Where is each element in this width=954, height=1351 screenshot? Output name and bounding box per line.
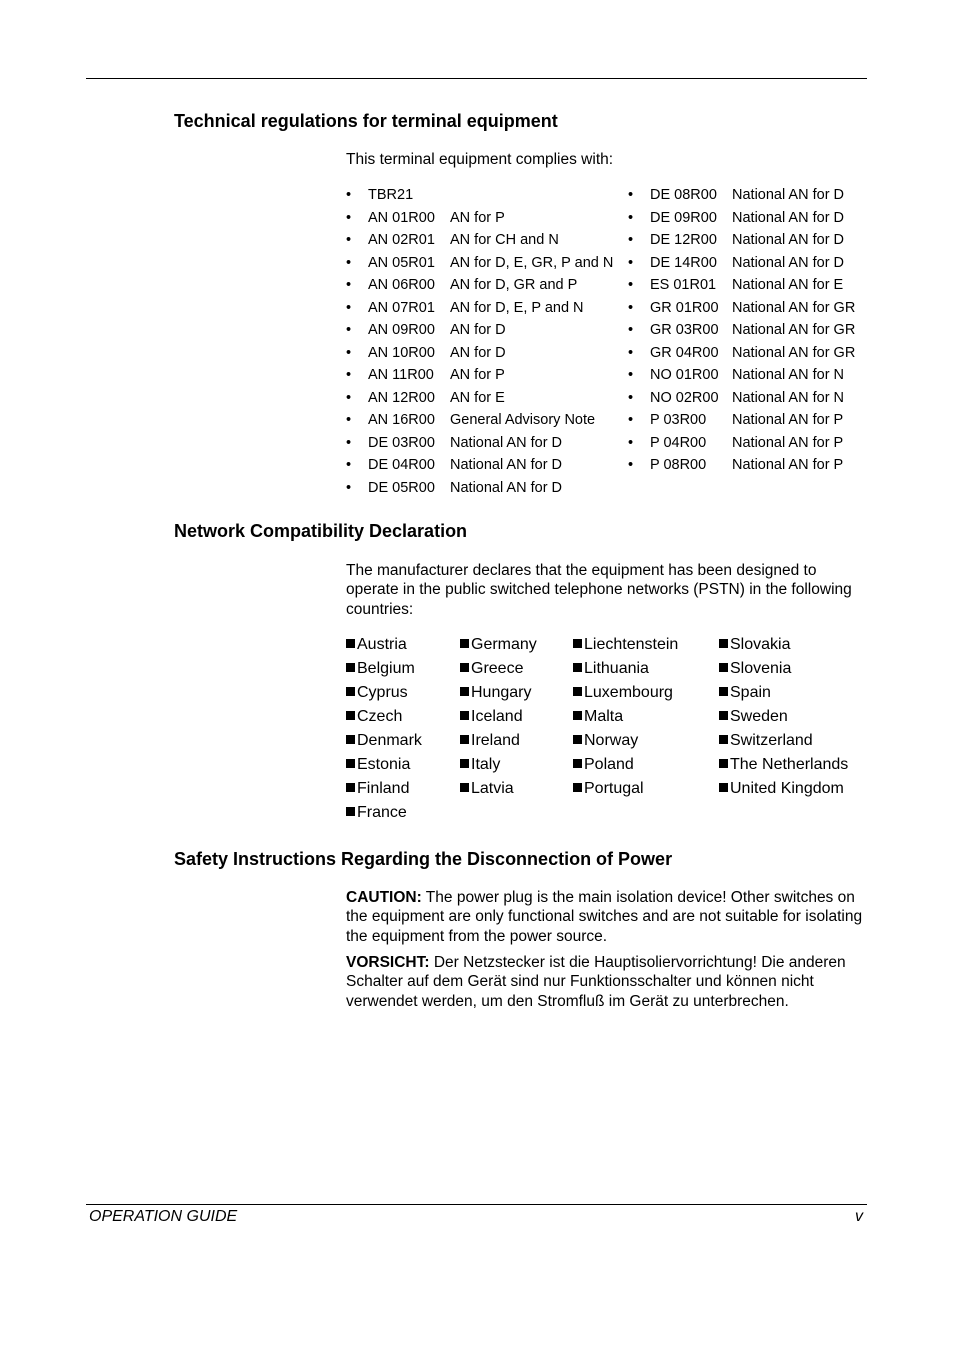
- square-bullet-icon: [346, 759, 355, 768]
- regulation-code: DE 09R00: [650, 209, 717, 226]
- country-item: [460, 777, 537, 801]
- bullet-icon: •: [628, 389, 634, 406]
- square-bullet-icon: [346, 687, 355, 696]
- square-bullet-icon: [573, 711, 582, 720]
- bullet-icon: •: [346, 299, 352, 316]
- square-bullet-icon: [346, 807, 355, 816]
- bullet-icon: •: [346, 434, 352, 451]
- country-item: [460, 657, 537, 681]
- country-item: [346, 633, 422, 657]
- bullet-icon: •: [346, 344, 352, 361]
- bullet-icon: •: [628, 277, 634, 293]
- country-name: Germany: [471, 636, 537, 653]
- regulation-item: [628, 319, 868, 342]
- country-name: Italy: [471, 756, 501, 773]
- country-name: Denmark: [357, 732, 422, 749]
- regulation-code: AN 02R01: [368, 232, 435, 248]
- regulation-item: [628, 454, 868, 477]
- caution-label: CAUTION:: [346, 889, 422, 906]
- regulation-description: AN for CH and N: [450, 232, 559, 248]
- country-name: Estonia: [357, 756, 411, 773]
- square-bullet-icon: [460, 759, 469, 768]
- country-item: [346, 657, 422, 681]
- country-name: Slovenia: [730, 660, 792, 677]
- square-bullet-icon: [573, 687, 582, 696]
- regulation-code: DE 03R00: [368, 434, 435, 451]
- regulation-code: AN 06R00: [368, 277, 435, 293]
- bullet-icon: •: [346, 389, 352, 406]
- square-bullet-icon: [460, 663, 469, 672]
- country-item: [573, 657, 678, 681]
- regulation-item: [346, 409, 621, 432]
- country-name: United Kingdom: [730, 780, 844, 797]
- regulation-description: AN for E: [450, 389, 505, 406]
- technical-regulations-heading: Technical regulations for terminal equipment: [174, 111, 558, 131]
- bullet-icon: •: [346, 232, 352, 248]
- square-bullet-icon: [573, 663, 582, 672]
- country-name: Spain: [730, 684, 771, 701]
- country-item: [346, 681, 422, 705]
- country-name: The Netherlands: [730, 756, 849, 773]
- country-item: [460, 753, 537, 777]
- country-name: Austria: [357, 636, 407, 653]
- regulation-item: [628, 184, 868, 207]
- regulation-description: National AN for E: [732, 277, 844, 293]
- bullet-icon: •: [346, 187, 352, 203]
- country-name: Belgium: [357, 660, 415, 677]
- country-item: [719, 705, 848, 729]
- country-name: Finland: [357, 780, 410, 797]
- page-number: v: [855, 1208, 863, 1225]
- regulation-code: DE 04R00: [368, 457, 435, 473]
- network-compatibility-heading: Network Compatibility Declaration: [174, 521, 468, 541]
- country-item: [460, 705, 537, 729]
- header-rule: [86, 78, 867, 79]
- vorsicht-paragraph: [346, 953, 871, 1011]
- regulation-code: P 03R00: [650, 412, 707, 428]
- country-item: [719, 777, 848, 801]
- square-bullet-icon: [719, 711, 728, 720]
- country-name: Portugal: [584, 780, 644, 797]
- regulation-description: AN for P: [450, 367, 505, 383]
- country-name: Czech: [357, 708, 403, 725]
- network-paragraph: The manufacturer declares that the equipment has been designed to operate in the public switched telephone networks (PSTN) in the following countries:: [346, 562, 852, 618]
- country-column-1: [346, 633, 422, 825]
- regulation-item: [628, 364, 868, 387]
- regulation-description: National AN for P: [732, 434, 844, 451]
- regulation-description: National AN for P: [732, 457, 844, 473]
- regulation-code: DE 05R00: [368, 479, 435, 496]
- country-name: Switzerland: [730, 732, 813, 749]
- regulation-code: AN 05R01: [368, 254, 435, 271]
- country-item: [460, 729, 537, 753]
- country-column-2: [460, 633, 537, 801]
- bullet-icon: •: [346, 412, 352, 428]
- regulation-item: [346, 229, 621, 252]
- country-item: [573, 729, 678, 753]
- regulation-item: [346, 387, 621, 410]
- regulation-item: [628, 409, 868, 432]
- technical-intro: This terminal equipment complies with:: [346, 151, 614, 168]
- square-bullet-icon: [460, 783, 469, 792]
- regulation-description: AN for D, GR and P: [450, 277, 578, 293]
- regulation-description: National AN for D: [732, 187, 845, 203]
- bullet-icon: •: [628, 187, 634, 203]
- regulation-item: [628, 207, 868, 230]
- country-name: Greece: [471, 660, 524, 677]
- regulation-description: General Advisory Note: [450, 412, 596, 428]
- square-bullet-icon: [719, 687, 728, 696]
- bullet-icon: •: [628, 209, 634, 226]
- bullet-icon: •: [628, 299, 634, 316]
- country-name: Iceland: [471, 708, 523, 725]
- regulation-code: NO 01R00: [650, 367, 719, 383]
- square-bullet-icon: [460, 687, 469, 696]
- bullet-icon: •: [628, 367, 634, 383]
- country-item: [346, 777, 422, 801]
- vorsicht-text: Der Netzstecker ist die Hauptisoliervorrichtung! Die anderen Schalter auf dem Gerät sind nur Funktionsschalter und können nicht verwendet werden, um den Stromfluß im Gerät zu unterbrechen.: [346, 954, 846, 1010]
- regulation-code: AN 16R00: [368, 412, 435, 428]
- bullet-icon: •: [628, 254, 634, 271]
- bullet-icon: •: [346, 254, 352, 271]
- regulation-code: AN 09R00: [368, 322, 435, 338]
- square-bullet-icon: [719, 735, 728, 744]
- country-item: [573, 705, 678, 729]
- regulation-item: [628, 297, 868, 320]
- regulation-description: National AN for N: [732, 367, 845, 383]
- country-name: Hungary: [471, 684, 532, 701]
- regulation-description: National AN for GR: [732, 344, 856, 361]
- country-item: [573, 753, 678, 777]
- country-item: [719, 729, 848, 753]
- square-bullet-icon: [460, 711, 469, 720]
- country-name: Lithuania: [584, 660, 649, 677]
- country-item: [573, 777, 678, 801]
- country-name: Sweden: [730, 708, 788, 725]
- footer-rule: [86, 1204, 867, 1205]
- country-name: Slovakia: [730, 636, 791, 653]
- regulation-description: AN for D: [450, 344, 506, 361]
- regulation-item: [628, 274, 868, 297]
- square-bullet-icon: [346, 639, 355, 648]
- footer-title: OPERATION GUIDE: [89, 1208, 238, 1225]
- regulation-code: AN 12R00: [368, 389, 435, 406]
- regulation-description: AN for D, E, GR, P and N: [450, 254, 614, 271]
- bullet-icon: •: [346, 277, 352, 293]
- country-item: [460, 633, 537, 657]
- square-bullet-icon: [719, 663, 728, 672]
- regulation-code: P 08R00: [650, 457, 707, 473]
- square-bullet-icon: [573, 639, 582, 648]
- regulation-code: GR 01R00: [650, 299, 719, 316]
- regulation-code: NO 02R00: [650, 389, 719, 406]
- regulation-item: [346, 342, 621, 365]
- country-item: [460, 681, 537, 705]
- country-column-4: [719, 633, 848, 801]
- square-bullet-icon: [346, 735, 355, 744]
- country-name: Poland: [584, 756, 634, 773]
- bullet-icon: •: [628, 344, 634, 361]
- vorsicht-label: VORSICHT:: [346, 954, 430, 971]
- caution-paragraph: [346, 888, 871, 946]
- caution-text: The power plug is the main isolation device! Other switches on the equipment are only functional switches and are not suitable for isolating the equipment from the power source.: [346, 889, 863, 945]
- regulation-code: AN 01R00: [368, 209, 435, 226]
- regulation-description: National AN for D: [450, 479, 563, 496]
- country-name: Norway: [584, 732, 639, 749]
- regulation-code: AN 10R00: [368, 344, 435, 361]
- country-name: Cyprus: [357, 684, 408, 701]
- regulation-description: National AN for D: [732, 209, 845, 226]
- square-bullet-icon: [719, 783, 728, 792]
- country-item: [573, 633, 678, 657]
- country-item: [719, 657, 848, 681]
- bullet-icon: •: [628, 457, 634, 473]
- regulation-item: [628, 229, 868, 252]
- regulation-item: [628, 252, 868, 275]
- regulation-code: GR 04R00: [650, 344, 719, 361]
- country-name: Latvia: [471, 780, 514, 797]
- regulation-description: AN for P: [450, 209, 505, 226]
- regulations-list-left: [346, 184, 621, 499]
- regulation-item: [346, 454, 621, 477]
- country-item: [719, 681, 848, 705]
- regulation-item: [628, 387, 868, 410]
- regulation-item: [346, 184, 621, 207]
- regulations-list-right: [628, 184, 868, 477]
- regulation-description: AN for D, E, P and N: [450, 299, 584, 316]
- country-item: [573, 681, 678, 705]
- square-bullet-icon: [719, 639, 728, 648]
- regulation-item: [346, 207, 621, 230]
- regulation-code: AN 11R00: [368, 367, 434, 383]
- country-column-3: [573, 633, 678, 801]
- regulation-description: National AN for GR: [732, 299, 856, 316]
- bullet-icon: •: [346, 209, 352, 226]
- regulation-code: DE 08R00: [650, 187, 717, 203]
- regulation-code: TBR21: [368, 187, 414, 203]
- country-name: France: [357, 804, 407, 821]
- regulation-code: DE 12R00: [650, 232, 717, 248]
- regulation-description: National AN for D: [450, 457, 563, 473]
- square-bullet-icon: [460, 735, 469, 744]
- country-name: Luxembourg: [584, 684, 673, 701]
- regulation-description: National AN for N: [732, 389, 845, 406]
- bullet-icon: •: [346, 479, 352, 496]
- square-bullet-icon: [573, 759, 582, 768]
- regulation-item: [346, 297, 621, 320]
- square-bullet-icon: [346, 783, 355, 792]
- bullet-icon: •: [628, 412, 634, 428]
- country-name: Liechtenstein: [584, 636, 679, 653]
- bullet-icon: •: [346, 367, 352, 383]
- regulation-description: National AN for D: [732, 254, 845, 271]
- country-item: [346, 729, 422, 753]
- square-bullet-icon: [460, 639, 469, 648]
- regulation-item: [628, 342, 868, 365]
- bullet-icon: •: [346, 457, 352, 473]
- regulation-description: National AN for GR: [732, 322, 856, 338]
- regulation-description: National AN for P: [732, 412, 844, 428]
- regulation-code: GR 03R00: [650, 322, 719, 338]
- square-bullet-icon: [719, 759, 728, 768]
- regulation-description: National AN for D: [450, 434, 563, 451]
- country-item: [346, 753, 422, 777]
- safety-instructions-heading: Safety Instructions Regarding the Disconnection of Power: [174, 849, 673, 869]
- country-item: [346, 705, 422, 729]
- square-bullet-icon: [573, 783, 582, 792]
- regulation-code: P 04R00: [650, 434, 707, 451]
- regulation-code: ES 01R01: [650, 277, 717, 293]
- regulation-item: [628, 432, 868, 455]
- square-bullet-icon: [346, 663, 355, 672]
- square-bullet-icon: [346, 711, 355, 720]
- bullet-icon: •: [628, 232, 634, 248]
- country-item: [346, 801, 422, 825]
- regulation-item: [346, 274, 621, 297]
- country-name: Ireland: [471, 732, 520, 749]
- regulation-code: AN 07R01: [368, 299, 435, 316]
- regulation-item: [346, 252, 621, 275]
- regulation-item: [346, 364, 621, 387]
- country-item: [719, 753, 848, 777]
- regulation-description: National AN for D: [732, 232, 845, 248]
- bullet-icon: •: [346, 322, 352, 338]
- country-item: [719, 633, 848, 657]
- regulation-code: DE 14R00: [650, 254, 717, 271]
- country-name: Malta: [584, 708, 624, 725]
- regulation-item: [346, 432, 621, 455]
- square-bullet-icon: [573, 735, 582, 744]
- bullet-icon: •: [628, 322, 634, 338]
- bullet-icon: •: [628, 434, 634, 451]
- regulation-item: [346, 477, 621, 500]
- regulation-item: [346, 319, 621, 342]
- regulation-description: AN for D: [450, 322, 506, 338]
